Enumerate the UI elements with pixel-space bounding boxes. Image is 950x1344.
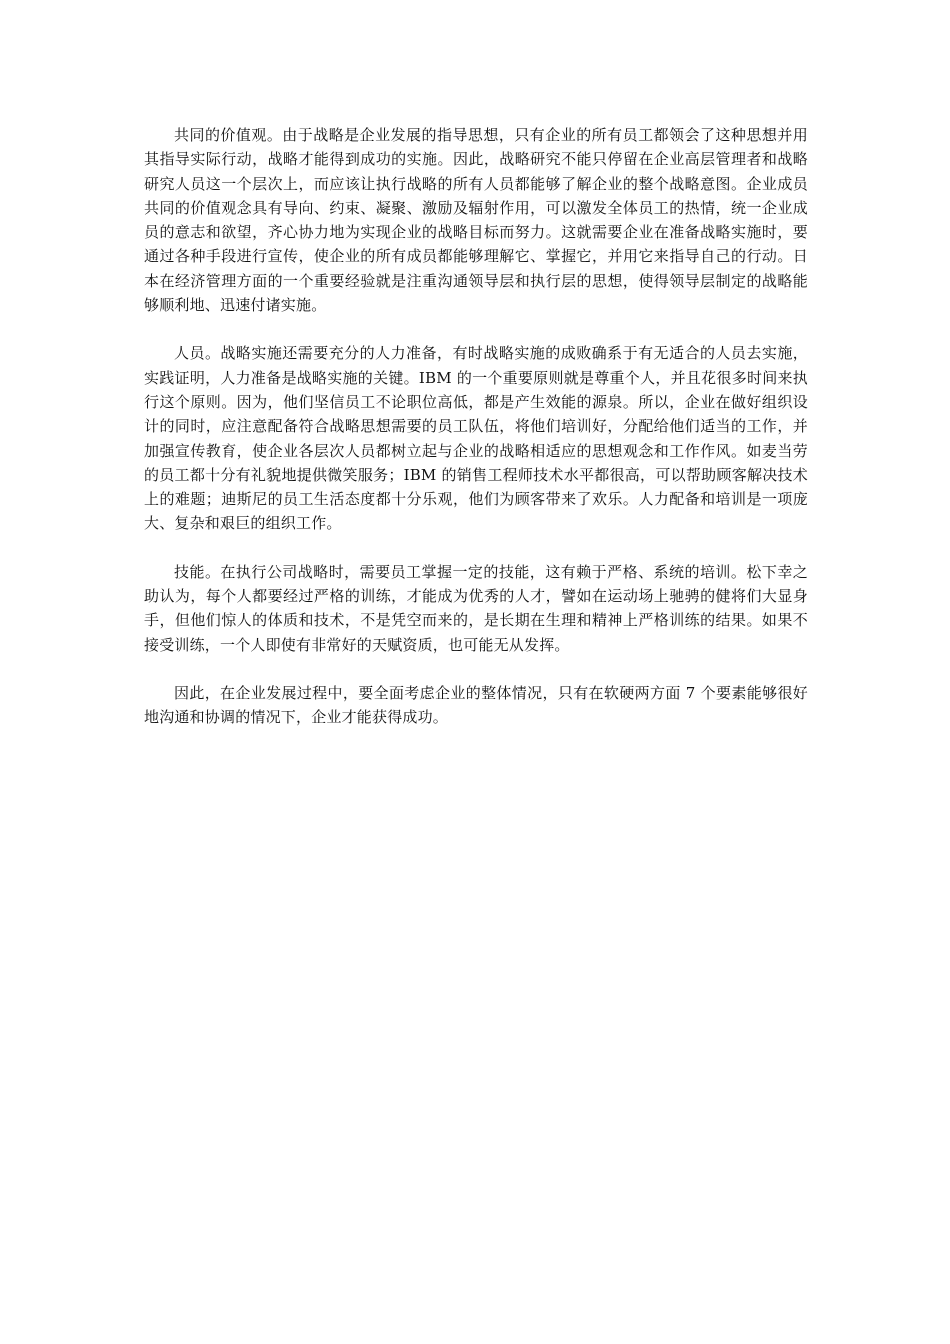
- paragraph-skills: 技能。在执行公司战略时，需要员工掌握一定的技能，这有赖于严格、系统的培训。松下幸之助认为，每个人都要经过严格的训练，才能成为优秀的人才，譬如在运动场上驰骋的健将们大显身手，但他们惊人的体质和技术，不是凭空而来的，是长期在生理和精神上严格训练的结果。如果不接受训练，一个人即使有非常好的天赋资质，也可能无从发挥。: [144, 562, 808, 654]
- paragraph-staff: 人员。战略实施还需要充分的人力准备，有时战略实施的成败确系于有无适合的人员去实施，实践证明，人力准备是战略实施的关键。IBM 的一个重要原则就是尊重个人，并且花很多时间来执行这个原则。因为，他们坚信员工不论职位高低，都是产生效能的源泉。所以，企业在做好组织设计的同时，应注意配备符合战略思想需要的员工队伍，将他们培训好，分配给他们适当的工作，并加强宣传教育，使企业各层次人员都树立起与企业的战略相适应的思想观念和工作作风。如麦当劳的员工都十分有礼貌地提供微笑服务；IBM 的销售工程师技术水平都很高，可以帮助顾客解决技术上的难题；迪斯尼的员工生活态度都十分乐观，他们为顾客带来了欢乐。人力配备和培训是一项庞大、复杂和艰巨的组织工作。: [144, 344, 808, 533]
- paragraph-shared-values: 共同的价值观。由于战略是企业发展的指导思想，只有企业的所有员工都领会了这种思想并用其指导实际行动，战略才能得到成功的实施。因此，战略研究不能只停留在企业高层管理者和战略研究人员这一个层次上，而应该让执行战略的所有人员都能够了解企业的整个战略意图。企业成员共同的价值观念具有导向、约束、凝聚、激励及辐射作用，可以激发全体员工的热情，统一企业成员的意志和欲望，齐心协力地为实现企业的战略目标而努力。这就需要企业在准备战略实施时，要通过各种手段进行宣传，使企业的所有成员都能够理解它、掌握它，并用它来指导自己的行动。日本在经济管理方面的一个重要经验就是注重沟通领导层和执行层的思想，使得领导层制定的战略能够顺利地、迅速付诸实施。: [144, 126, 808, 315]
- paragraph-conclusion: 因此，在企业发展过程中，要全面考虑企业的整体情况，只有在软硬两方面 7 个要素能够很好地沟通和协调的情况下，企业才能获得成功。: [144, 683, 808, 727]
- document-body: [144, 123, 808, 754]
